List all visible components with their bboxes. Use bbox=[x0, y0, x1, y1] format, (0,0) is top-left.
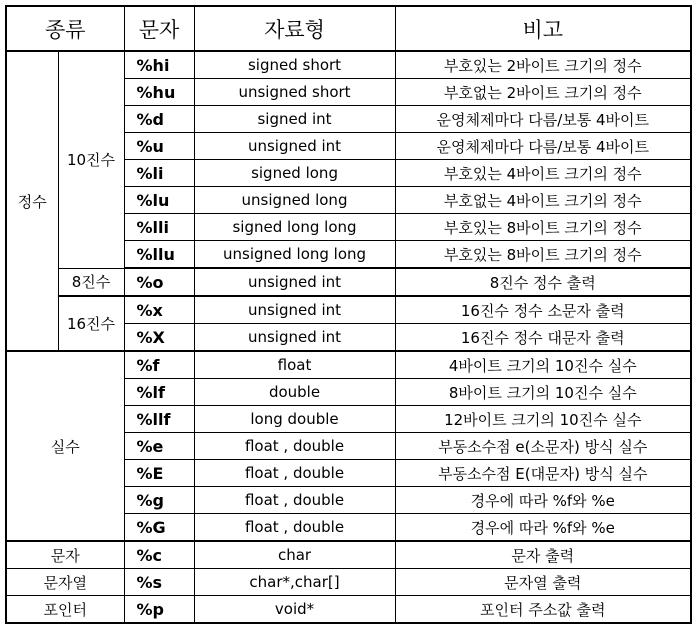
table-row bbox=[6, 351, 691, 379]
note-cell: 운영체제마다 다름/보통 4바이트 bbox=[395, 133, 691, 160]
type-cell: double bbox=[194, 379, 395, 406]
spec-cell: %lu bbox=[124, 187, 194, 214]
header-char: 문자 bbox=[124, 6, 194, 51]
type-cell: unsigned short bbox=[194, 79, 395, 106]
type-cell: signed short bbox=[194, 51, 395, 79]
header-type: 자료형 bbox=[194, 6, 395, 51]
note-cell: 16진수 정수 대문자 출력 bbox=[395, 324, 691, 352]
type-cell: unsigned int bbox=[194, 324, 395, 352]
spec-cell: %E bbox=[124, 460, 194, 487]
note-cell: 8바이트 크기의 10진수 실수 bbox=[395, 379, 691, 406]
spec-cell: %s bbox=[124, 569, 194, 596]
spec-cell: %li bbox=[124, 160, 194, 187]
note-cell: 경우에 따라 %f와 %e bbox=[395, 514, 691, 542]
note-cell: 포인터 주소값 출력 bbox=[395, 596, 691, 624]
table-row bbox=[6, 268, 691, 296]
type-cell: float , double bbox=[194, 487, 395, 514]
spec-cell: %u bbox=[124, 133, 194, 160]
table-header-row bbox=[6, 6, 691, 51]
group-octal: 8진수 bbox=[58, 268, 124, 296]
spec-cell: %X bbox=[124, 324, 194, 352]
table-row bbox=[6, 569, 691, 596]
spec-cell: %llf bbox=[124, 406, 194, 433]
type-cell: float , double bbox=[194, 433, 395, 460]
note-cell: 부호없는 2바이트 크기의 정수 bbox=[395, 79, 691, 106]
spec-cell: %G bbox=[124, 514, 194, 542]
type-cell: unsigned int bbox=[194, 296, 395, 324]
note-cell: 8진수 정수 출력 bbox=[395, 268, 691, 296]
group-pointer: 포인터 bbox=[6, 596, 124, 624]
type-cell: unsigned long long bbox=[194, 241, 395, 269]
type-cell: float , double bbox=[194, 460, 395, 487]
format-specifier-table bbox=[5, 5, 692, 624]
note-cell: 부동소수점 e(소문자) 방식 실수 bbox=[395, 433, 691, 460]
table-row bbox=[6, 51, 691, 79]
spec-cell: %f bbox=[124, 351, 194, 379]
spec-cell: %o bbox=[124, 268, 194, 296]
note-cell: 운영체제마다 다름/보통 4바이트 bbox=[395, 106, 691, 133]
table-row bbox=[6, 296, 691, 324]
type-cell: char*,char[] bbox=[194, 569, 395, 596]
spec-cell: %p bbox=[124, 596, 194, 624]
spec-cell: %c bbox=[124, 541, 194, 569]
group-real: 실수 bbox=[6, 351, 124, 541]
note-cell: 부호있는 8바이트 크기의 정수 bbox=[395, 241, 691, 269]
note-cell: 문자열 출력 bbox=[395, 569, 691, 596]
type-cell: char bbox=[194, 541, 395, 569]
group-integer: 정수 bbox=[6, 51, 58, 351]
group-hex: 16진수 bbox=[58, 296, 124, 351]
note-cell: 4바이트 크기의 10진수 실수 bbox=[395, 351, 691, 379]
note-cell: 12바이트 크기의 10진수 실수 bbox=[395, 406, 691, 433]
type-cell: signed int bbox=[194, 106, 395, 133]
spec-cell: %e bbox=[124, 433, 194, 460]
table-row bbox=[6, 596, 691, 624]
note-cell: 16진수 정수 소문자 출력 bbox=[395, 296, 691, 324]
spec-cell: %hi bbox=[124, 51, 194, 79]
header-note: 비고 bbox=[395, 6, 691, 51]
note-cell: 문자 출력 bbox=[395, 541, 691, 569]
spec-cell: %lli bbox=[124, 214, 194, 241]
type-cell: void* bbox=[194, 596, 395, 624]
type-cell: unsigned int bbox=[194, 133, 395, 160]
note-cell: 부호있는 2바이트 크기의 정수 bbox=[395, 51, 691, 79]
note-cell: 경우에 따라 %f와 %e bbox=[395, 487, 691, 514]
note-cell: 부호있는 8바이트 크기의 정수 bbox=[395, 214, 691, 241]
spec-cell: %lf bbox=[124, 379, 194, 406]
type-cell: unsigned int bbox=[194, 268, 395, 296]
type-cell: signed long long bbox=[194, 214, 395, 241]
note-cell: 부동소수점 E(대문자) 방식 실수 bbox=[395, 460, 691, 487]
note-cell: 부호없는 4바이트 크기의 정수 bbox=[395, 187, 691, 214]
spec-cell: %d bbox=[124, 106, 194, 133]
group-string: 문자열 bbox=[6, 569, 124, 596]
type-cell: float bbox=[194, 351, 395, 379]
spec-cell: %llu bbox=[124, 241, 194, 269]
spec-cell: %hu bbox=[124, 79, 194, 106]
type-cell: unsigned long bbox=[194, 187, 395, 214]
note-cell: 부호있는 4바이트 크기의 정수 bbox=[395, 160, 691, 187]
type-cell: float , double bbox=[194, 514, 395, 542]
spec-cell: %x bbox=[124, 296, 194, 324]
group-character: 문자 bbox=[6, 541, 124, 569]
group-decimal: 10진수 bbox=[58, 51, 124, 268]
table-row bbox=[6, 541, 691, 569]
type-cell: long double bbox=[194, 406, 395, 433]
header-kind: 종류 bbox=[6, 6, 124, 51]
type-cell: signed long bbox=[194, 160, 395, 187]
spec-cell: %g bbox=[124, 487, 194, 514]
